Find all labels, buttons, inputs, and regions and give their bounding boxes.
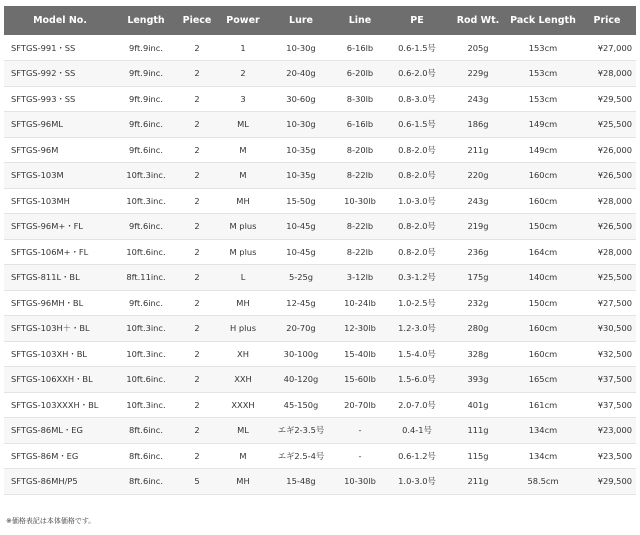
cell-line: 6-16lb <box>334 35 386 61</box>
header-model-no: Model No. <box>33 15 87 26</box>
cell-pack-length: 58.5cm <box>508 469 578 495</box>
table-row <box>4 341 636 367</box>
cell-length: 10ft.6inc. <box>116 367 176 393</box>
cell-length: 10ft.3inc. <box>116 188 176 214</box>
cell-length: 8ft.6inc. <box>116 418 176 444</box>
cell-power: XH <box>218 341 268 367</box>
cell-price: ¥28,000 <box>578 61 636 87</box>
cell-rod-weight: 401g <box>448 392 508 418</box>
cell-length: 10ft.3inc. <box>116 316 176 342</box>
cell-rod-weight: 186g <box>448 112 508 138</box>
cell-length: 9ft.6inc. <box>116 214 176 240</box>
cell-lure: 5-25g <box>268 265 334 291</box>
cell-power: MH <box>218 188 268 214</box>
cell-piece: 2 <box>176 61 218 87</box>
cell-model-no: SFTGS-103XXXH・BL <box>4 392 116 418</box>
cell-lure: 45-150g <box>268 392 334 418</box>
cell-rod-weight: 243g <box>448 188 508 214</box>
cell-power: ML <box>218 418 268 444</box>
cell-power: M plus <box>218 214 268 240</box>
cell-pe: 0.8-2.0号 <box>386 137 448 163</box>
table-row <box>4 137 636 163</box>
table-row <box>4 469 636 495</box>
cell-model-no: SFTGS-86MH/P5 <box>4 469 116 495</box>
cell-pack-length: 160cm <box>508 163 578 189</box>
cell-line: 3-12lb <box>334 265 386 291</box>
cell-model-no: SFTGS-103XH・BL <box>4 341 116 367</box>
cell-lure: 10-35g <box>268 137 334 163</box>
cell-price: ¥29,500 <box>578 469 636 495</box>
cell-pack-length: 149cm <box>508 112 578 138</box>
cell-rod-weight: 236g <box>448 239 508 265</box>
cell-pack-length: 149cm <box>508 137 578 163</box>
rod-spec-table <box>4 6 636 495</box>
cell-piece: 2 <box>176 392 218 418</box>
cell-pe: 0.4-1号 <box>386 418 448 444</box>
cell-lure: 30-100g <box>268 341 334 367</box>
cell-line: 15-60lb <box>334 367 386 393</box>
table-row <box>4 112 636 138</box>
cell-lure: 12-45g <box>268 290 334 316</box>
cell-price: ¥29,500 <box>578 86 636 112</box>
table-row <box>4 392 636 418</box>
cell-price: ¥27,500 <box>578 290 636 316</box>
cell-piece: 2 <box>176 418 218 444</box>
cell-piece: 5 <box>176 469 218 495</box>
cell-line: 8-30lb <box>334 86 386 112</box>
cell-model-no: SFTGS-103M <box>4 163 116 189</box>
cell-line: 8-22lb <box>334 239 386 265</box>
cell-lure: 10-35g <box>268 163 334 189</box>
cell-length: 8ft.6inc. <box>116 469 176 495</box>
cell-model-no: SFTGS-96M+・FL <box>4 214 116 240</box>
cell-power: XXXH <box>218 392 268 418</box>
table-row <box>4 35 636 61</box>
cell-line: 20-70lb <box>334 392 386 418</box>
cell-rod-weight: 232g <box>448 290 508 316</box>
cell-piece: 2 <box>176 443 218 469</box>
cell-pack-length: 160cm <box>508 188 578 214</box>
table-row <box>4 163 636 189</box>
cell-model-no: SFTGS-96ML <box>4 112 116 138</box>
cell-pe: 0.8-2.0号 <box>386 239 448 265</box>
cell-power: XXH <box>218 367 268 393</box>
table-header-row <box>4 6 636 35</box>
cell-line: 15-40lb <box>334 341 386 367</box>
cell-line: 8-22lb <box>334 214 386 240</box>
cell-lure: 10-45g <box>268 239 334 265</box>
cell-lure: 40-120g <box>268 367 334 393</box>
table-row <box>4 86 636 112</box>
header-power: Power <box>226 15 260 26</box>
header-lure: Lure <box>289 15 313 26</box>
cell-power: ML <box>218 112 268 138</box>
cell-piece: 2 <box>176 290 218 316</box>
cell-piece: 2 <box>176 265 218 291</box>
cell-price: ¥37,500 <box>578 367 636 393</box>
cell-power: MH <box>218 469 268 495</box>
cell-price: ¥25,500 <box>578 265 636 291</box>
cell-model-no: SFTGS-106XXH・BL <box>4 367 116 393</box>
cell-model-no: SFTGS-106M+・FL <box>4 239 116 265</box>
cell-length: 8ft.6inc. <box>116 443 176 469</box>
cell-rod-weight: 328g <box>448 341 508 367</box>
cell-price: ¥23,500 <box>578 443 636 469</box>
cell-power: 3 <box>218 86 268 112</box>
cell-pack-length: 165cm <box>508 367 578 393</box>
table-row <box>4 290 636 316</box>
table-row <box>4 443 636 469</box>
cell-power: 2 <box>218 61 268 87</box>
header-pe: PE <box>410 15 424 26</box>
cell-power: M <box>218 163 268 189</box>
cell-pack-length: 153cm <box>508 61 578 87</box>
cell-model-no: SFTGS-96M <box>4 137 116 163</box>
cell-lure: 10-30g <box>268 112 334 138</box>
cell-model-no: SFTGS-96MH・BL <box>4 290 116 316</box>
cell-lure: 15-48g <box>268 469 334 495</box>
cell-model-no: SFTGS-991・SS <box>4 35 116 61</box>
cell-line: 10-24lb <box>334 290 386 316</box>
cell-power: H plus <box>218 316 268 342</box>
cell-lure: 15-50g <box>268 188 334 214</box>
cell-line: 8-22lb <box>334 163 386 189</box>
cell-lure: 10-30g <box>268 35 334 61</box>
cell-pe: 0.8-2.0号 <box>386 214 448 240</box>
price-footnote: ※価格表記は本体価格です。 <box>6 517 96 525</box>
cell-line: 8-20lb <box>334 137 386 163</box>
cell-length: 9ft.9inc. <box>116 86 176 112</box>
cell-length: 9ft.6inc. <box>116 290 176 316</box>
cell-line: 6-16lb <box>334 112 386 138</box>
cell-pack-length: 140cm <box>508 265 578 291</box>
table-row <box>4 418 636 444</box>
cell-length: 9ft.6inc. <box>116 137 176 163</box>
cell-length: 9ft.9inc. <box>116 35 176 61</box>
cell-length: 8ft.11inc. <box>116 265 176 291</box>
cell-model-no: SFTGS-811L・BL <box>4 265 116 291</box>
cell-price: ¥26,500 <box>578 163 636 189</box>
table-body <box>4 35 636 494</box>
cell-pe: 0.6-1.2号 <box>386 443 448 469</box>
cell-price: ¥37,500 <box>578 392 636 418</box>
cell-line: - <box>334 443 386 469</box>
cell-lure: 10-45g <box>268 214 334 240</box>
cell-rod-weight: 229g <box>448 61 508 87</box>
cell-price: ¥26,500 <box>578 214 636 240</box>
cell-pack-length: 150cm <box>508 214 578 240</box>
cell-power: L <box>218 265 268 291</box>
header-length: Length <box>127 15 165 26</box>
cell-piece: 2 <box>176 316 218 342</box>
cell-pe: 1.0-3.0号 <box>386 469 448 495</box>
cell-pe: 2.0-7.0号 <box>386 392 448 418</box>
cell-power: 1 <box>218 35 268 61</box>
cell-rod-weight: 219g <box>448 214 508 240</box>
cell-piece: 2 <box>176 163 218 189</box>
cell-line: - <box>334 418 386 444</box>
header-line: Line <box>348 15 372 26</box>
cell-pack-length: 164cm <box>508 239 578 265</box>
cell-rod-weight: 393g <box>448 367 508 393</box>
cell-line: 10-30lb <box>334 469 386 495</box>
cell-rod-weight: 115g <box>448 443 508 469</box>
cell-power: M plus <box>218 239 268 265</box>
cell-rod-weight: 220g <box>448 163 508 189</box>
cell-line: 6-20lb <box>334 61 386 87</box>
cell-pe: 0.8-2.0号 <box>386 163 448 189</box>
header-rod-weight: Rod Wt. <box>456 15 500 26</box>
cell-pe: 1.2-3.0号 <box>386 316 448 342</box>
cell-model-no: SFTGS-992・SS <box>4 61 116 87</box>
cell-price: ¥30,500 <box>578 316 636 342</box>
cell-pack-length: 134cm <box>508 418 578 444</box>
cell-piece: 2 <box>176 367 218 393</box>
cell-rod-weight: 111g <box>448 418 508 444</box>
cell-piece: 2 <box>176 35 218 61</box>
table-row <box>4 214 636 240</box>
table-row <box>4 61 636 87</box>
cell-pack-length: 160cm <box>508 316 578 342</box>
cell-pack-length: 161cm <box>508 392 578 418</box>
cell-pe: 1.0-3.0号 <box>386 188 448 214</box>
cell-piece: 2 <box>176 137 218 163</box>
cell-pe: 0.6-2.0号 <box>386 61 448 87</box>
cell-lure: 20-70g <box>268 316 334 342</box>
cell-piece: 2 <box>176 188 218 214</box>
cell-pe: 1.5-6.0号 <box>386 367 448 393</box>
cell-lure: 30-60g <box>268 86 334 112</box>
header-pack-length: Pack Length <box>510 15 576 26</box>
cell-pe: 0.6-1.5号 <box>386 35 448 61</box>
cell-length: 9ft.6inc. <box>116 112 176 138</box>
cell-length: 10ft.6inc. <box>116 239 176 265</box>
cell-pe: 0.8-3.0号 <box>386 86 448 112</box>
cell-rod-weight: 211g <box>448 137 508 163</box>
cell-rod-weight: 205g <box>448 35 508 61</box>
cell-pack-length: 150cm <box>508 290 578 316</box>
cell-length: 10ft.3inc. <box>116 392 176 418</box>
cell-piece: 2 <box>176 239 218 265</box>
cell-pe: 0.3-1.2号 <box>386 265 448 291</box>
cell-pack-length: 134cm <box>508 443 578 469</box>
cell-lure: 20-40g <box>268 61 334 87</box>
cell-piece: 2 <box>176 112 218 138</box>
cell-piece: 2 <box>176 214 218 240</box>
cell-pe: 1.0-2.5号 <box>386 290 448 316</box>
cell-line: 10-30lb <box>334 188 386 214</box>
cell-length: 10ft.3inc. <box>116 163 176 189</box>
table-row <box>4 367 636 393</box>
cell-lure: エギ2-3.5号 <box>268 418 334 444</box>
cell-pack-length: 160cm <box>508 341 578 367</box>
cell-power: M <box>218 137 268 163</box>
cell-price: ¥28,000 <box>578 188 636 214</box>
cell-price: ¥28,000 <box>578 239 636 265</box>
cell-model-no: SFTGS-993・SS <box>4 86 116 112</box>
cell-pack-length: 153cm <box>508 86 578 112</box>
cell-power: M <box>218 443 268 469</box>
cell-price: ¥23,000 <box>578 418 636 444</box>
cell-rod-weight: 280g <box>448 316 508 342</box>
cell-line: 12-30lb <box>334 316 386 342</box>
cell-rod-weight: 211g <box>448 469 508 495</box>
cell-power: MH <box>218 290 268 316</box>
cell-length: 10ft.3inc. <box>116 341 176 367</box>
cell-pack-length: 153cm <box>508 35 578 61</box>
cell-pe: 0.6-1.5号 <box>386 112 448 138</box>
cell-length: 9ft.9inc. <box>116 61 176 87</box>
cell-rod-weight: 175g <box>448 265 508 291</box>
cell-model-no: SFTGS-86ML・EG <box>4 418 116 444</box>
header-price: Price <box>593 15 621 26</box>
cell-rod-weight: 243g <box>448 86 508 112</box>
cell-price: ¥26,000 <box>578 137 636 163</box>
table-row <box>4 239 636 265</box>
table-row <box>4 265 636 291</box>
cell-model-no: SFTGS-86M・EG <box>4 443 116 469</box>
cell-price: ¥32,500 <box>578 341 636 367</box>
cell-model-no: SFTGS-103MH <box>4 188 116 214</box>
cell-piece: 2 <box>176 86 218 112</box>
cell-model-no: SFTGS-103H＋・BL <box>4 316 116 342</box>
header-piece: Piece <box>182 15 212 26</box>
cell-pe: 1.5-4.0号 <box>386 341 448 367</box>
table-row <box>4 188 636 214</box>
table-row <box>4 316 636 342</box>
cell-price: ¥27,000 <box>578 35 636 61</box>
cell-lure: エギ2.5-4号 <box>268 443 334 469</box>
cell-piece: 2 <box>176 341 218 367</box>
cell-price: ¥25,500 <box>578 112 636 138</box>
